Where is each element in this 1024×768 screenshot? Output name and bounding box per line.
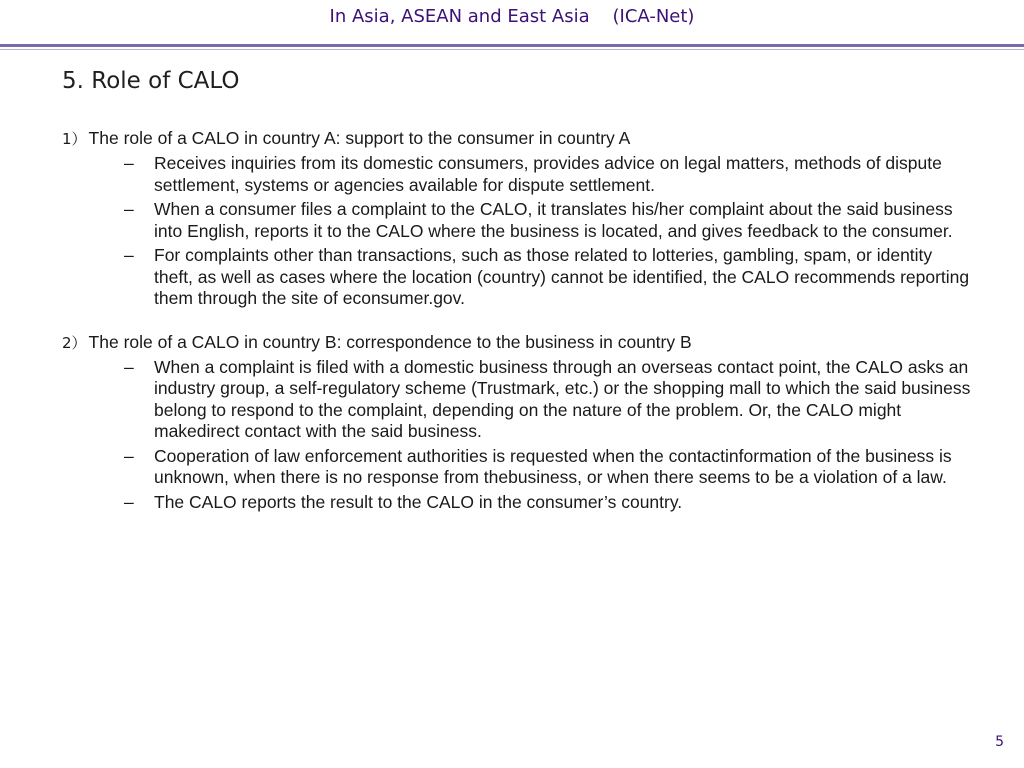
- bullet-dash: –: [124, 491, 134, 512]
- bullet-dash: –: [124, 153, 134, 173]
- bullet-item: [62, 446, 972, 489]
- bullet-dash: –: [124, 445, 134, 466]
- bullet-text: Cooperation of law enforcement authorities is requested when the contactinformation of the business is unknown, when there is no response from thebusiness, or when there seems to be a violation of a law.: [154, 445, 952, 487]
- section-country-a: [62, 128, 972, 310]
- bullet-text: The CALO reports the result to the CALO in the consumer’s country.: [154, 491, 683, 512]
- section-number: 1）: [62, 130, 87, 148]
- bullet-text: When a consumer files a complaint to the CALO, it translates his/her complaint about the said business into English, reports it to the CALO where the business is located, and gives feedback to the consumer.: [154, 199, 953, 241]
- slide-content: [62, 128, 972, 516]
- bullet-list: [62, 153, 972, 310]
- bullet-dash: –: [124, 356, 134, 377]
- bullet-item: [62, 492, 972, 514]
- section-heading: [62, 128, 972, 150]
- bullet-item: [62, 199, 972, 242]
- bullet-item: [62, 357, 972, 443]
- section-number: 2）: [62, 333, 87, 352]
- section-country-b: [62, 332, 972, 514]
- bullet-list: [62, 357, 972, 514]
- bullet-item: [62, 153, 972, 196]
- bullet-text: When a complaint is filed with a domestic business through an overseas contact point, the CALO asks an industry group, a self-regulatory scheme (Trustmark, etc.) or the shopping mall to which the said business belong to respond to the complaint, depending on the nature of the problem. Or, the CALO might makedirect contact with the said business.: [154, 356, 971, 441]
- slide-title: 5. Role of CALO: [62, 68, 240, 94]
- bullet-dash: –: [124, 245, 134, 265]
- section-heading-text: The role of a CALO in country B: correspondence to the business in country B: [88, 331, 692, 352]
- page-number: 5: [995, 734, 1004, 750]
- bullet-text: Receives inquiries from its domestic consumers, provides advice on legal matters, methods of dispute settlement, systems or agencies available for dispute settlement.: [154, 153, 942, 195]
- header-divider-thin: [0, 49, 1024, 50]
- bullet-item: [62, 245, 972, 310]
- slide-header: In Asia, ASEAN and East Asia (ICA-Net): [329, 6, 695, 27]
- section-heading: [62, 332, 972, 354]
- section-heading-text: The role of a CALO in country A: support to the consumer in country A: [88, 128, 631, 148]
- bullet-text: For complaints other than transactions, such as those related to lotteries, gambling, spam, or identity theft, as well as cases where the location (country) cannot be identified, the CALO recommends reporting them through the site of econsumer.gov.: [154, 245, 970, 308]
- header-divider: [0, 44, 1024, 47]
- bullet-dash: –: [124, 199, 134, 219]
